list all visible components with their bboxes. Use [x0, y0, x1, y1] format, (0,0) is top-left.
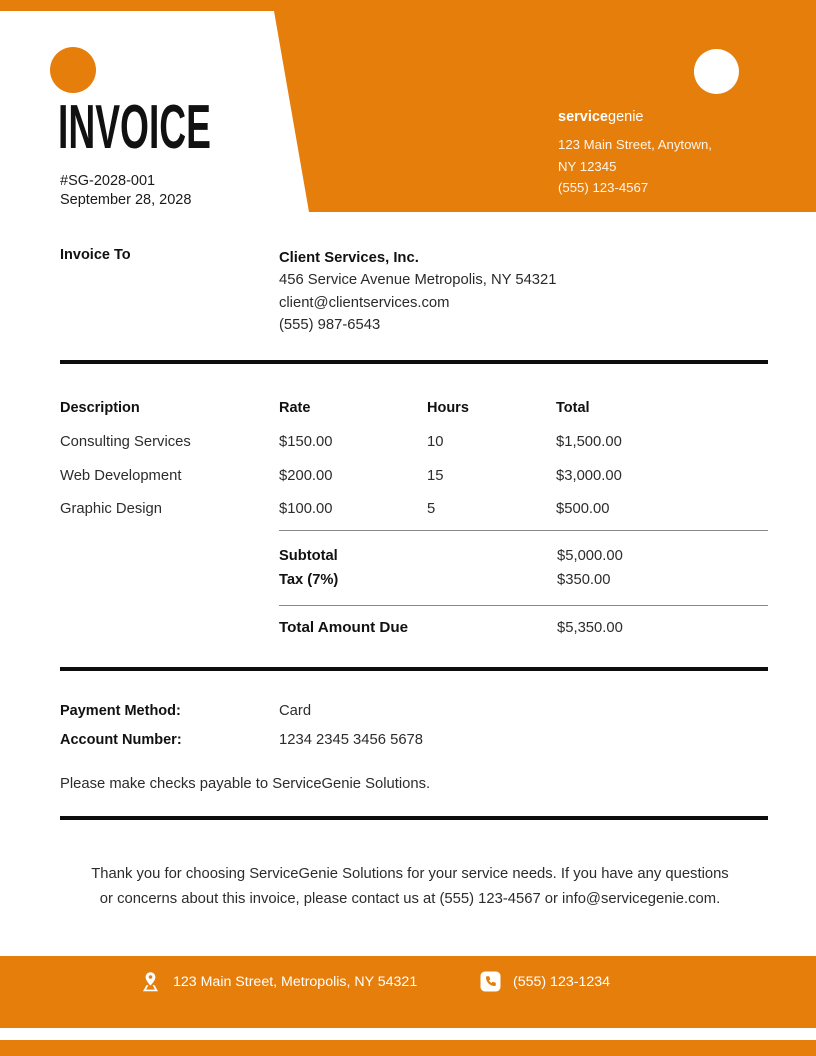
invoice-header	[0, 0, 816, 212]
payment-note: Please make checks payable to ServiceGenie Solutions.	[60, 776, 431, 792]
tax-label: Tax (7%)	[279, 572, 339, 588]
invoice-number: #SG-2028-001	[60, 173, 156, 189]
company-block	[558, 108, 712, 199]
column-header-description: Description	[60, 400, 140, 416]
column-header-hours: Hours	[427, 400, 469, 416]
cell-hours: 10	[427, 434, 444, 450]
cell-description: Consulting Services	[60, 434, 191, 450]
cell-hours: 5	[427, 501, 436, 517]
cell-total: $1,500.00	[556, 434, 622, 450]
payment-method-row	[60, 703, 768, 732]
table-row	[60, 434, 768, 468]
grand-total-label: Total Amount Due	[279, 619, 409, 636]
company-address-line1: 123 Main Street, Anytown,	[558, 137, 712, 152]
footer-phone-item	[480, 971, 610, 992]
cell-total: $500.00	[556, 501, 610, 517]
client-block	[279, 247, 557, 336]
invoice-date: September 28, 2028	[60, 192, 192, 208]
divider-above-items	[60, 360, 768, 364]
totals-block	[279, 548, 768, 596]
account-number-row	[60, 732, 768, 761]
table-header-row	[60, 400, 768, 434]
client-address: 456 Service Avenue Metropolis, NY 54321	[279, 272, 557, 289]
company-name	[558, 108, 712, 126]
payment-block	[60, 703, 768, 761]
company-name-light: genie	[608, 109, 644, 125]
column-header-total: Total	[556, 400, 590, 416]
cell-rate: $100.00	[279, 501, 333, 517]
payment-method-label: Payment Method:	[60, 703, 181, 719]
subtotal-row	[279, 548, 768, 572]
page-title: INVOICE	[58, 93, 211, 162]
company-address	[558, 134, 712, 199]
account-number-value: 1234 2345 3456 5678	[279, 732, 424, 748]
brand-dot-icon	[50, 47, 96, 93]
grand-total-block	[279, 619, 768, 645]
grand-total-value: $5,350.00	[557, 620, 623, 636]
company-phone: (555) 123-4567	[558, 180, 649, 195]
column-header-rate: Rate	[279, 400, 311, 416]
divider-above-thanks	[60, 816, 768, 820]
client-name: Client Services, Inc.	[279, 250, 419, 266]
tax-row	[279, 572, 768, 596]
divider-above-totals	[279, 530, 768, 531]
cell-rate: $150.00	[279, 434, 333, 450]
thank-you-line-1: Thank you for choosing ServiceGenie Solutions for your service needs. If you have any questions	[91, 866, 729, 882]
footer-bottom-strip	[0, 1040, 816, 1056]
cell-rate: $200.00	[279, 467, 333, 484]
client-email: client@clientservices.com	[279, 294, 450, 311]
cell-total: $3,000.00	[556, 467, 622, 484]
payment-method-value: Card	[279, 703, 312, 719]
thank-you-message	[60, 862, 760, 912]
footer-address-item	[140, 971, 417, 992]
divider-above-payment	[60, 667, 768, 671]
line-items-table	[60, 400, 768, 535]
client-phone: (555) 987-6543	[279, 316, 381, 333]
subtotal-label: Subtotal	[279, 548, 338, 564]
table-row	[60, 468, 768, 502]
grand-total-row	[279, 619, 768, 645]
tax-value: $350.00	[557, 572, 611, 588]
footer-address-text: 123 Main Street, Metropolis, NY 54321	[173, 973, 418, 990]
phone-icon	[480, 971, 501, 992]
subtotal-value: $5,000.00	[557, 548, 623, 564]
company-name-bold: service	[558, 109, 608, 125]
footer-bar	[0, 956, 816, 1028]
company-address-line2: NY 12345	[558, 158, 617, 174]
location-pin-icon	[140, 971, 161, 992]
invoice-to-label: Invoice To	[60, 247, 131, 263]
cell-description: Web Development	[60, 467, 182, 484]
account-number-label: Account Number:	[60, 732, 182, 748]
footer-phone-text: (555) 123-1234	[513, 973, 611, 990]
thank-you-line-2: or concerns about this invoice, please contact us at (555) 123-4567 or info@servicegenie.com.	[99, 891, 721, 907]
divider-above-grand-total	[279, 605, 768, 606]
logo-dot-icon	[694, 49, 739, 94]
cell-hours: 15	[427, 467, 444, 484]
cell-description: Graphic Design	[60, 501, 162, 517]
invoice-meta	[60, 172, 191, 210]
